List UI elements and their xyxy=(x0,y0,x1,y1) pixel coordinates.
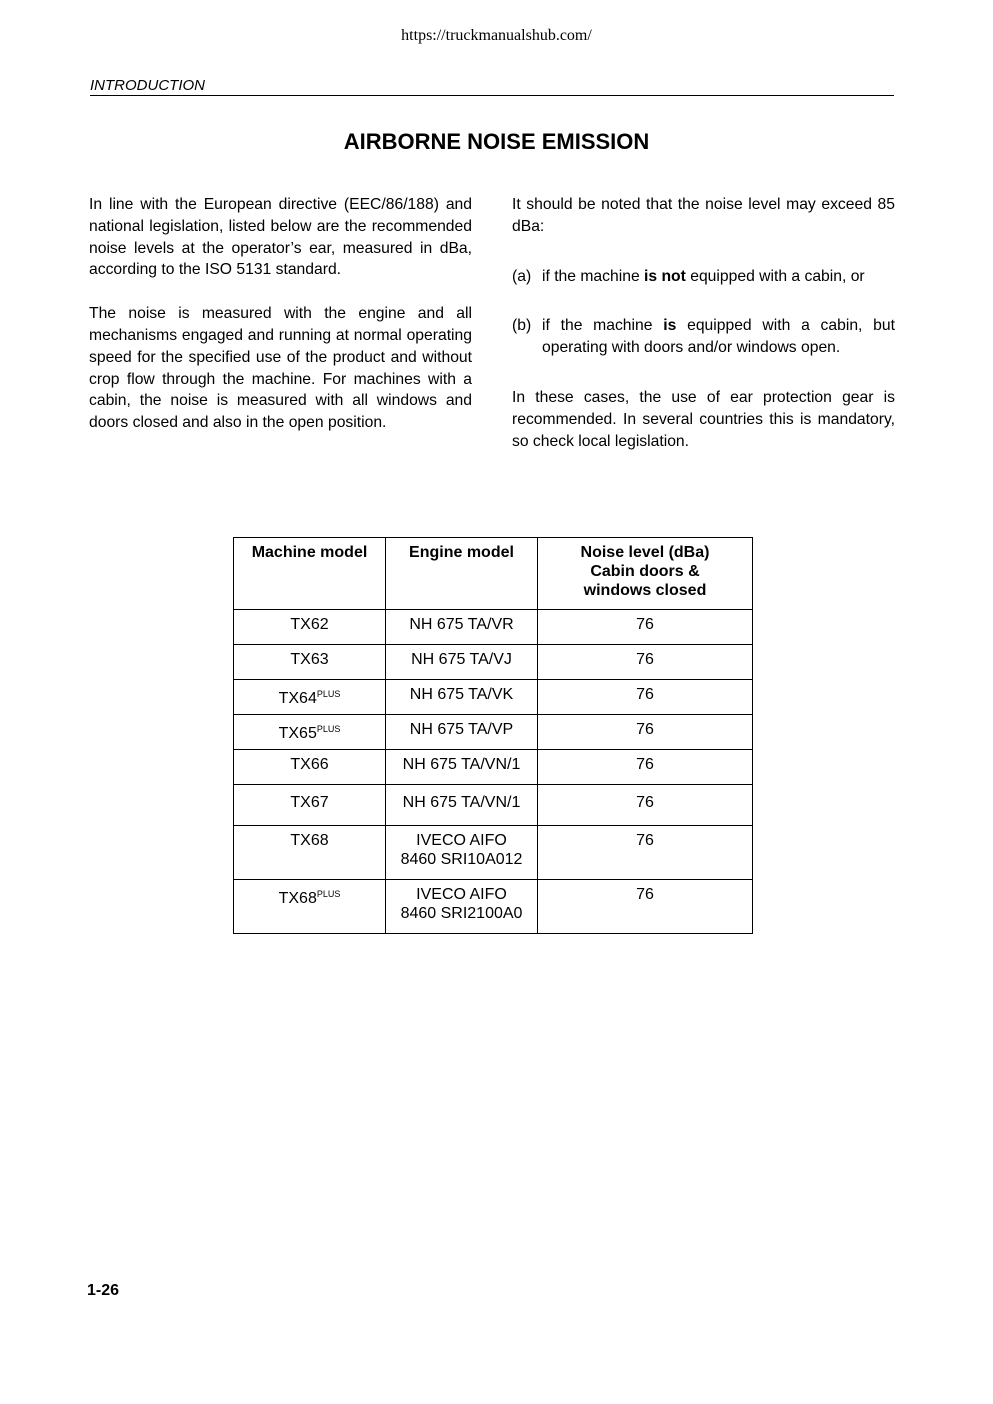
table-row xyxy=(234,680,753,715)
list-text: if the machine is not equipped with a cabin, or xyxy=(542,267,865,285)
page-title: AIRBORNE NOISE EMISSION xyxy=(343,129,650,154)
engine-cell: NH 675 TA/VK xyxy=(386,680,538,715)
source-url: https://truckmanualshub.com/ xyxy=(401,27,592,44)
section-header: INTRODUCTION xyxy=(90,77,894,96)
noise-level-table xyxy=(233,537,753,934)
plus-superscript: PLUS xyxy=(316,724,341,734)
list-item-a xyxy=(512,266,895,288)
engine-cell: NH 675 TA/VJ xyxy=(386,645,538,680)
table-row xyxy=(234,826,753,880)
machine-cell: TX63 xyxy=(234,645,386,680)
header-machine-model: Machine model xyxy=(234,538,386,610)
noise-cell: 76 xyxy=(538,826,753,880)
machine-cell: TX62 xyxy=(234,610,386,645)
table-row xyxy=(234,610,753,645)
noise-cell: 76 xyxy=(538,680,753,715)
emphasis: is xyxy=(663,317,677,335)
table-row xyxy=(234,880,753,934)
header-engine-model: Engine model xyxy=(386,538,538,610)
machine-cell: TX67 xyxy=(234,785,386,826)
plus-superscript: PLUS xyxy=(316,889,341,899)
machine-cell: TX66 xyxy=(234,750,386,785)
noise-cell: 76 xyxy=(538,785,753,826)
warning-intro: It should be noted that the noise level may exceed 85 dBa: xyxy=(512,196,895,235)
machine-cell: $TX65^{PLUS}$ xyxy=(234,715,386,750)
header-noise-level: Noise level (dBa) Cabin doors & windows closed xyxy=(538,538,753,610)
machine-cell: $TX68^{PLUS}$ xyxy=(234,880,386,934)
table-row xyxy=(234,715,753,750)
table-header-row xyxy=(234,538,753,610)
closing-paragraph: In these cases, the use of ear protection gear is recommended. In several countries this is mandatory, so check local legislation. xyxy=(512,388,895,450)
intro-paragraph: In line with the European directive (EEC/86/188) and national legislation, listed below are the recommended noise levels at the operator’s ear, measured in dBa, according to the ISO 5131 standard. xyxy=(89,196,472,279)
noise-cell: 76 xyxy=(538,610,753,645)
engine-cell: NH 675 TA/VN/1 xyxy=(386,785,538,826)
emphasis: is not xyxy=(644,267,686,285)
engine-cell: NH 675 TA/VP xyxy=(386,715,538,750)
machine-cell: TX68 xyxy=(234,826,386,880)
list-label: (a) xyxy=(512,267,532,285)
list-item-b xyxy=(512,315,895,359)
right-column xyxy=(512,194,895,452)
engine-cell: IVECO AIFO 8460 SRI2100A0 xyxy=(386,880,538,934)
left-column xyxy=(89,194,472,434)
engine-cell: NH 675 TA/VN/1 xyxy=(386,750,538,785)
plus-superscript: PLUS xyxy=(316,689,341,699)
list-text: if the machine is equipped with a cabin, but operating with doors and/or windows open. xyxy=(542,317,895,357)
machine-cell: $TX64^{PLUS}$ xyxy=(234,680,386,715)
noise-cell: 76 xyxy=(538,715,753,750)
table-row xyxy=(234,645,753,680)
engine-cell: NH 675 TA/VR xyxy=(386,610,538,645)
list-label: (b) xyxy=(512,317,532,335)
engine-cell: IVECO AIFO 8460 SRI10A012 xyxy=(386,826,538,880)
page-number: 1-26 xyxy=(87,1282,120,1299)
noise-cell: 76 xyxy=(538,880,753,934)
noise-cell: 76 xyxy=(538,645,753,680)
measurement-paragraph: The noise is measured with the engine and all mechanisms engaged and running at normal operating speed for the specified use of the product and without crop flow through the machine. For machines with a cabin, the noise is measured with all windows and doors closed and also in the open position. xyxy=(89,305,472,432)
noise-cell: 76 xyxy=(538,750,753,785)
table-row xyxy=(234,750,753,785)
table-row xyxy=(234,785,753,826)
